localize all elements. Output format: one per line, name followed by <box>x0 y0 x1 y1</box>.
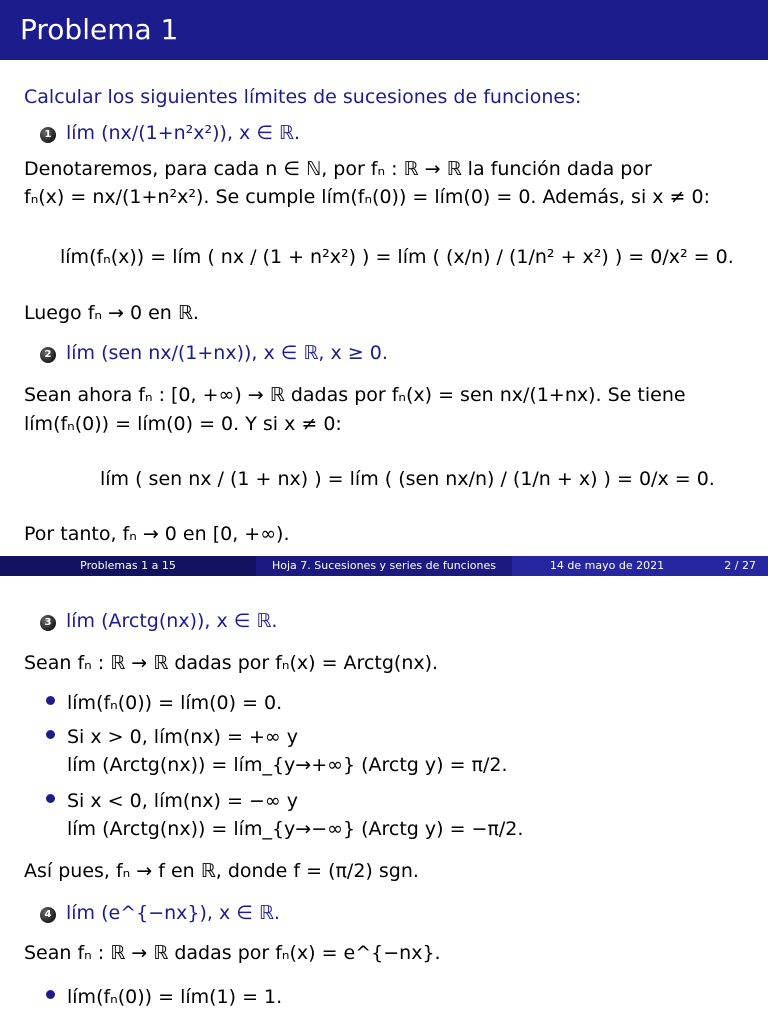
item-1-text: lím (nx/(1+n²x²)), x ∈ ℝ. <box>66 122 301 144</box>
equation-1: lím(fₙ(x)) = lím ( nx / (1 + n²x²) ) = lím ( (x/n) / (1/n² + x²) ) = 0/x² = 0. <box>60 246 734 268</box>
footer-section: Problemas 1 a 15 <box>0 556 256 576</box>
item-number-ball: 4 <box>40 907 56 923</box>
paragraph-1b: fₙ(x) = nx/(1+n²x²). Se cumple lím(fₙ(0)) = lím(0) = 0. Además, si x ≠ 0: <box>24 186 711 208</box>
item-2-text: lím (sen nx/(1+nx)), x ∈ ℝ, x ≥ 0. <box>66 342 388 364</box>
paragraph-4: Sean fₙ : ℝ → ℝ dadas por fₙ(x) = e^{−nx}. <box>24 942 441 964</box>
bullet-text: lím(fₙ(0)) = lím(1) = 1. <box>67 986 283 1008</box>
bullet-dot <box>46 990 55 999</box>
enumerate-item-1 <box>40 122 300 144</box>
intro-text: Calcular los siguientes límites de sucesiones de funciones: <box>24 86 582 108</box>
slide-footer <box>0 556 768 576</box>
slide-2 <box>0 576 768 1024</box>
bullet-continuation: lím (Arctg(nx)) = lím_{y→+∞} (Arctg y) = π/2. <box>67 754 508 776</box>
bullet-item <box>46 790 298 812</box>
slide-title: Problema 1 <box>0 0 768 60</box>
footer-date: 14 de mayo de 2021 <box>549 559 665 572</box>
enumerate-item-3 <box>40 610 277 632</box>
item-number-ball: 1 <box>40 127 56 143</box>
bullet-dot <box>46 794 55 803</box>
bullet-dot <box>46 730 55 739</box>
bullet-item <box>46 692 282 714</box>
item-4-text: lím (e^{−nx}), x ∈ ℝ. <box>66 902 280 924</box>
paragraph-1a: Denotaremos, para cada n ∈ ℕ, por fₙ : ℝ → ℝ la función dada por <box>24 158 652 180</box>
paragraph-3: Sean fₙ : ℝ → ℝ dadas por fₙ(x) = Arctg(nx). <box>24 652 439 674</box>
footer-info <box>512 556 768 576</box>
enumerate-item-2 <box>40 342 388 364</box>
item-number-ball: 3 <box>40 615 56 631</box>
bullet-dot <box>46 696 55 705</box>
asi-pues-text: Así pues, fₙ → f en ℝ, donde f = (π/2) sgn. <box>24 860 419 882</box>
bullet-item <box>46 726 298 748</box>
bullet-text: Si x > 0, lím(nx) = +∞ y <box>67 726 298 748</box>
bullet-text: Si x < 0, lím(nx) = −∞ y <box>67 790 298 812</box>
equation-2: lím ( sen nx / (1 + nx) ) = lím ( (sen nx/n) / (1/n + x) ) = 0/x = 0. <box>100 468 715 490</box>
item-number-ball: 2 <box>40 347 56 363</box>
item-3-text: lím (Arctg(nx)), x ∈ ℝ. <box>66 610 278 632</box>
paragraph-2b: lím(fₙ(0)) = lím(0) = 0. Y si x ≠ 0: <box>24 413 342 435</box>
bullet-item <box>46 986 282 1008</box>
luego-text: Luego fₙ → 0 en ℝ. <box>24 302 199 324</box>
bullet-text: lím(fₙ(0)) = lím(0) = 0. <box>67 692 283 714</box>
paragraph-2a: Sean ahora fₙ : [0, +∞) → ℝ dadas por fₙ(x) = sen nx/(1+nx). Se tiene <box>24 384 686 406</box>
por-tanto-text: Por tanto, fₙ → 0 en [0, +∞). <box>24 523 290 545</box>
enumerate-item-4 <box>40 902 280 924</box>
footer-page-number: 2 / 27 <box>724 559 756 572</box>
bullet-continuation: lím (Arctg(nx)) = lím_{y→−∞} (Arctg y) = −π/2. <box>67 818 524 840</box>
footer-title: Hoja 7. Sucesiones y series de funciones <box>256 556 512 576</box>
